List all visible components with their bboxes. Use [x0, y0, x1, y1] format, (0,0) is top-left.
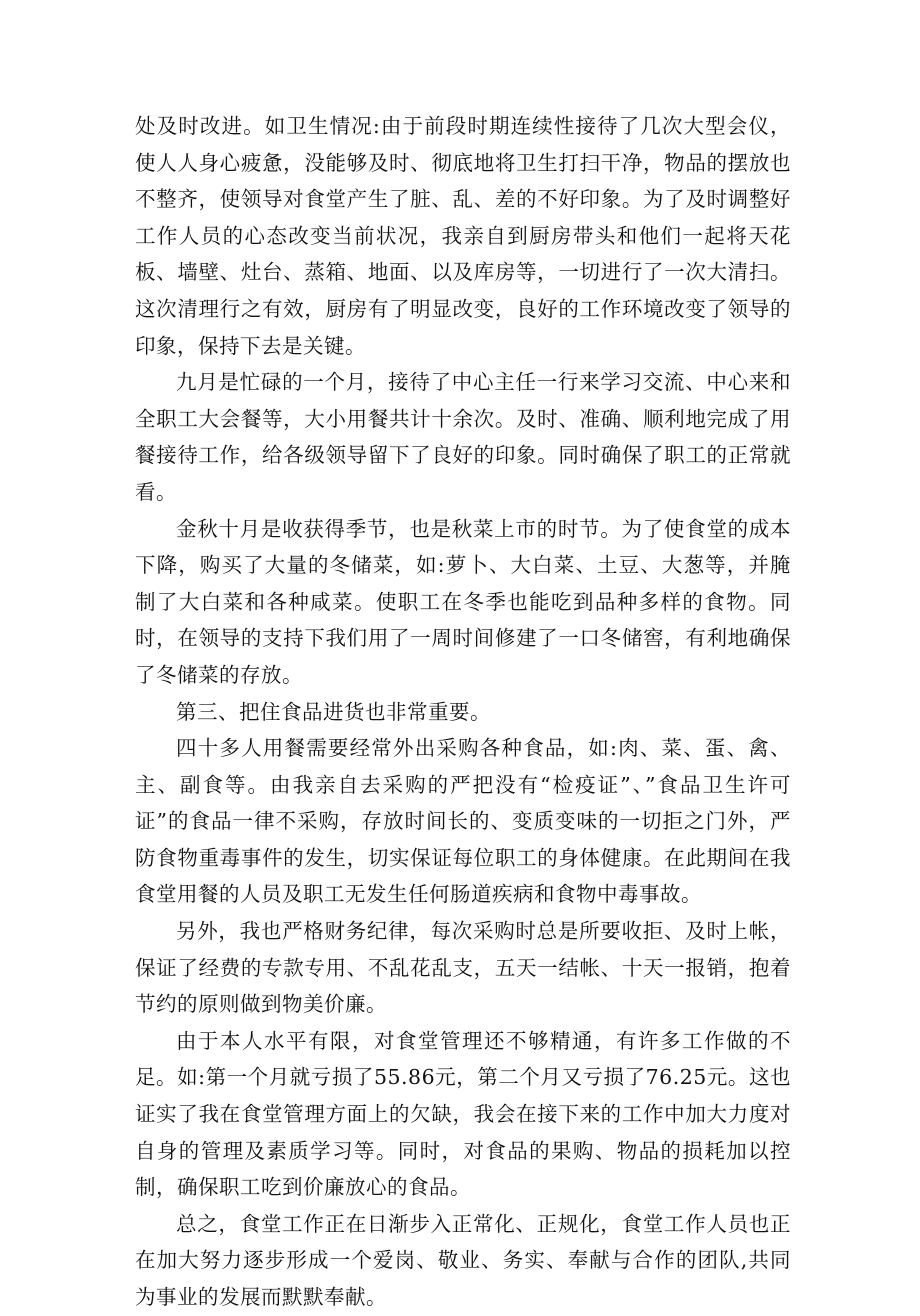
paragraph-procurement: 四十多人用餐需要经常外出采购各种食品，如:肉、菜、蛋、禽、主、副食等。由我亲自去采购的严把没有“检疫证”、”食品卫生许可证”的食品一律不采购，存放时间长的、变质变味的一切拒之门外，严防食物重毒事件的发生，切实保证每位职工的身体健康。在此期间在我食堂用餐的人员及职工无发生任何肠道疾病和食物中毒事故。	[135, 736, 791, 907]
paragraph-september: 九月是忙碌的一个月，接待了中心主任一行来学习交流、中心来和全职工大会餐等，大小用餐共计十余次。及时、准确、顺利地完成了用餐接待工作，给各级领导留下了良好的印象。同时确保了职工的正常就看。	[135, 370, 791, 504]
paragraph-shortcomings: 由于本人水平有限，对食堂管理还不够精通，有许多工作做的不足。如:第一个月就亏损了55.86元，第二个月又亏损了76.25元。这也证实了我在食堂管理方面上的欠缺，我会在接下来的工作中加大力度对自身的管理及素质学习等。同时，对食品的果购、物品的损耗加以控制，确保职工吃到价廉放心的食品。	[135, 1028, 791, 1200]
paragraph-finance: 另外，我也严格财务纪律，每次采购时总是所要收拒、及时上帐，保证了经费的专款专用、不乱花乱支，五天一结帐、十天一报销，抱着节约的原则做到物美价廉。	[135, 919, 791, 1017]
paragraph-section-three-heading: 第三、把住食品进货也非常重要。	[176, 699, 491, 724]
paragraph-conclusion: 总之，食堂工作正在日渐步入正常化、正规化，食堂工作人员也正在加大努力逐步形成一个爱岗、敬业、务实、奉献与合作的团队,共同为事业的发展而默默奉献。	[135, 1211, 791, 1309]
paragraph-october: 金秋十月是收获得季节，也是秋菜上市的时节。为了使食堂的成本下降，购买了大量的冬储菜，如:萝卜、大白菜、土豆、大葱等，并腌制了大白菜和各种咸菜。使职工在冬季也能吃到品种多样的食物。同时，在领导的支持下我们用了一周时间修建了一口冬储窖，有利地确保了冬储菜的存放。	[135, 516, 791, 687]
paragraph-continuation: 处及时改进。如卫生情况:由于前段时期连续性接待了几次大型会仪，使人人身心疲惫，没能够及时、彻底地将卫生打扫干净，物品的摆放也不整齐，使领导对食堂产生了脏、乱、差的不好印象。为了及时调整好工作人员的心态改变当前状况，我亲自到厨房带头和他们一起将天花板、墙壁、灶台、蒸箱、地面、以及库房等，一切进行了一次大清扫。这次清理行之有效，厨房有了明显改变，良好的工作环境改变了领导的印象，保持下去是关键。	[135, 114, 791, 358]
document-body	[135, 108, 791, 1316]
